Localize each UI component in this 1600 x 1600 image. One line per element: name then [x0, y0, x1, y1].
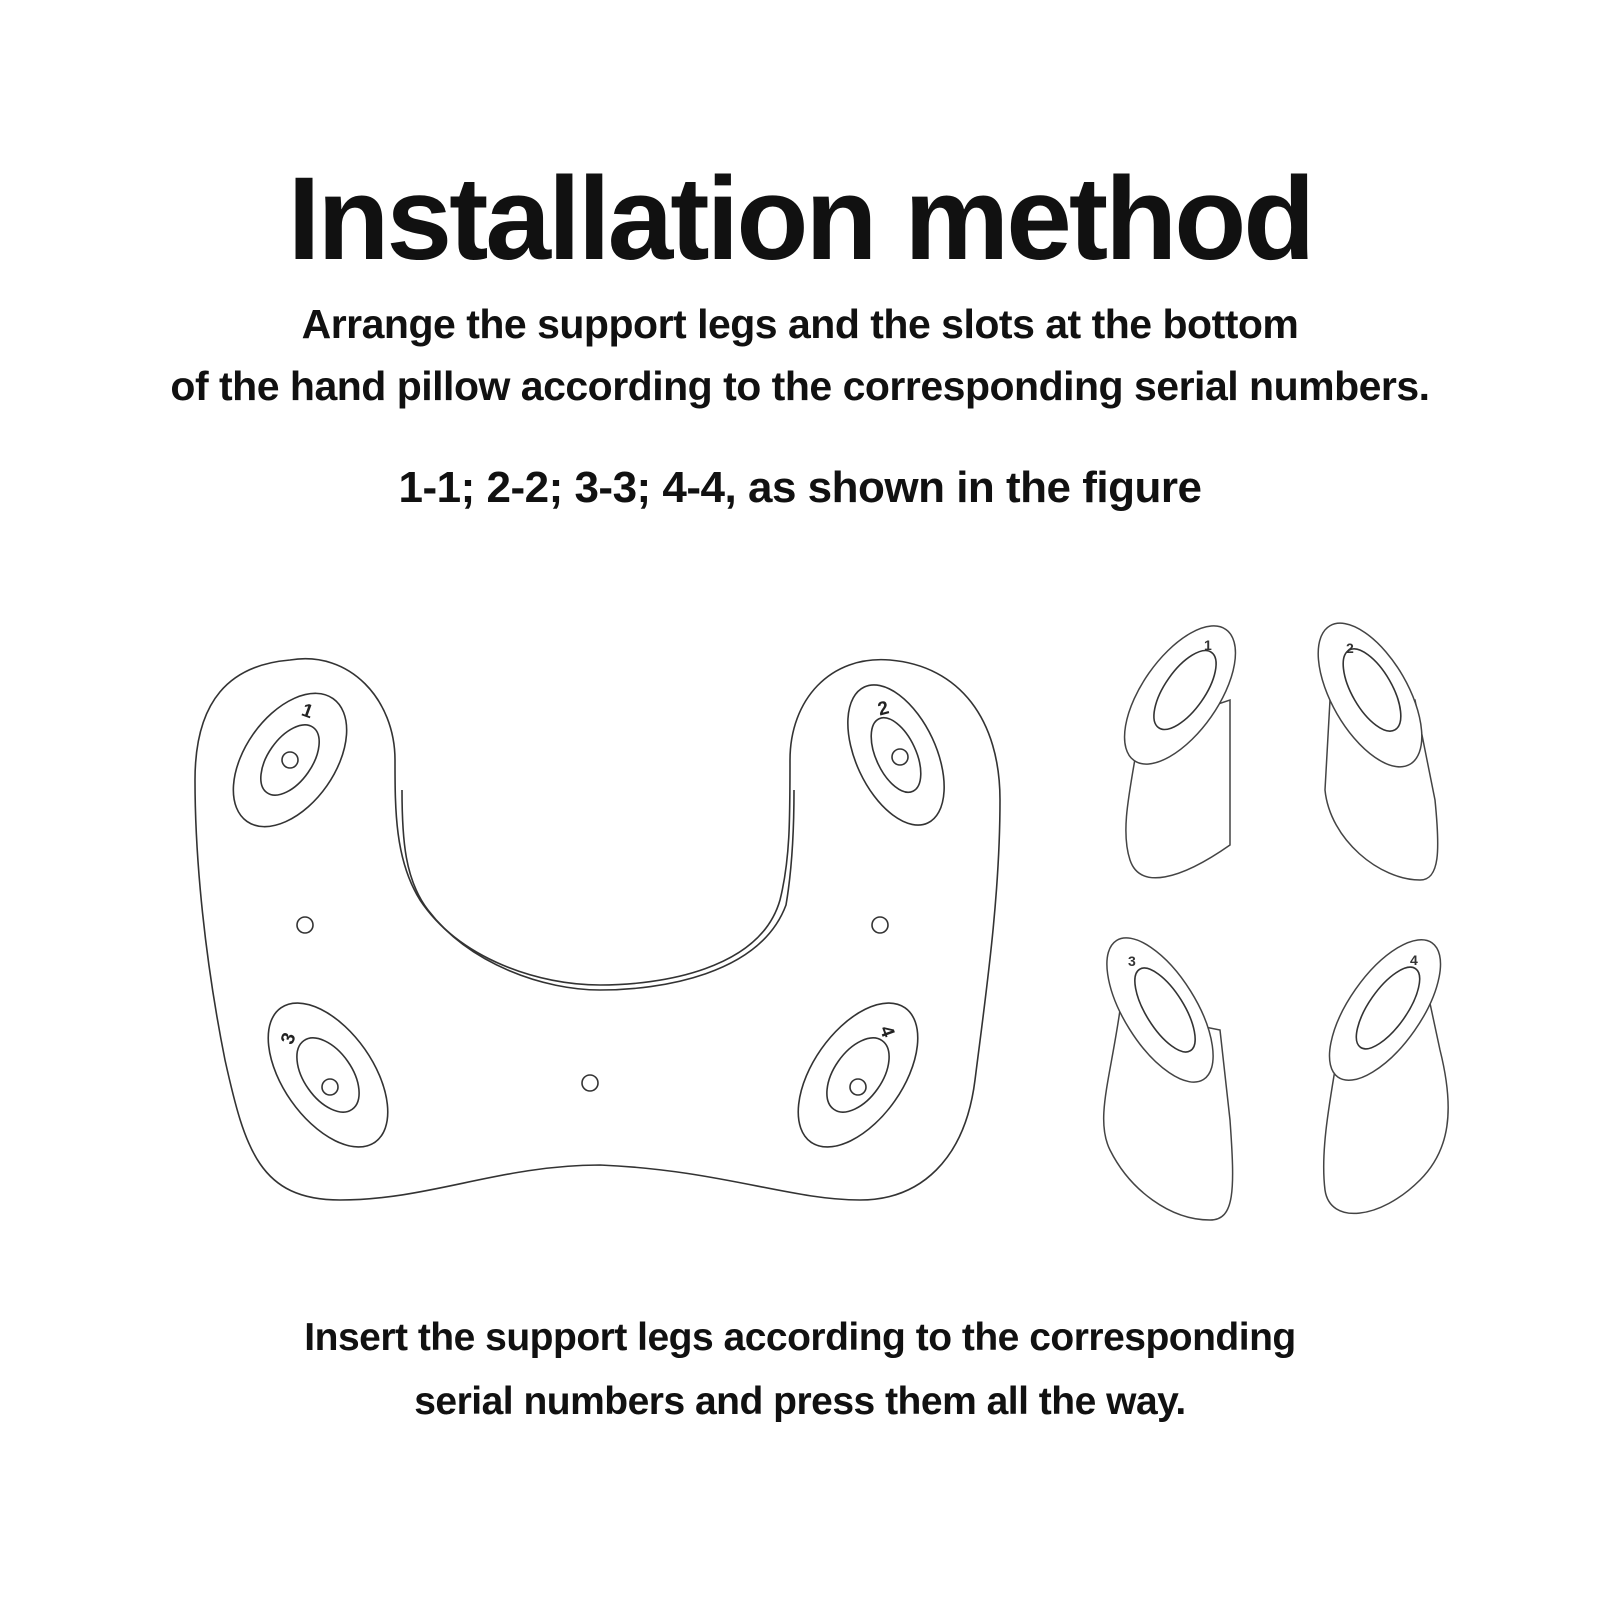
pillow-slot-3 [244, 982, 412, 1168]
screw-icon [582, 1075, 598, 1091]
slot-number-4: 4 [874, 1023, 899, 1041]
screw-icon [282, 752, 298, 768]
intro-line-2: of the hand pillow according to the corresponding serial numbers. [170, 363, 1430, 409]
support-leg-1 [1103, 608, 1257, 878]
closing-line-1: Insert the support legs according to the corresponding [304, 1316, 1296, 1359]
pillow-slot-1 [210, 673, 370, 847]
screw-icon [892, 749, 908, 765]
page-title: Installation method [287, 153, 1313, 285]
slot-number-3: 3 [277, 1030, 301, 1048]
support-leg-4 [1308, 922, 1461, 1213]
pillow-inner-edge [402, 790, 794, 990]
hand-pillow [195, 659, 1000, 1200]
leg-number-4: 4 [1410, 952, 1418, 968]
slot-number-2: 2 [875, 697, 892, 721]
pillow-slot-4 [774, 982, 942, 1168]
intro-line-1: Arrange the support legs and the slots at the bottom [301, 301, 1299, 347]
support-leg-2 [1297, 607, 1443, 880]
pillow-slot-2 [828, 670, 964, 840]
leg-number-1: 1 [1204, 637, 1212, 653]
closing-line-2: serial numbers and press them all the way. [414, 1380, 1186, 1423]
pairing-instruction: 1-1; 2-2; 3-3; 4-4, as shown in the figure [398, 463, 1202, 512]
screw-icon [297, 917, 313, 933]
screw-icon [850, 1079, 866, 1095]
support-leg-3 [1086, 921, 1234, 1220]
screw-icon [872, 917, 888, 933]
leg-number-3: 3 [1128, 953, 1136, 969]
screw-icon [322, 1079, 338, 1095]
slot-number-1: 1 [298, 699, 316, 724]
leg-number-2: 2 [1346, 640, 1354, 656]
